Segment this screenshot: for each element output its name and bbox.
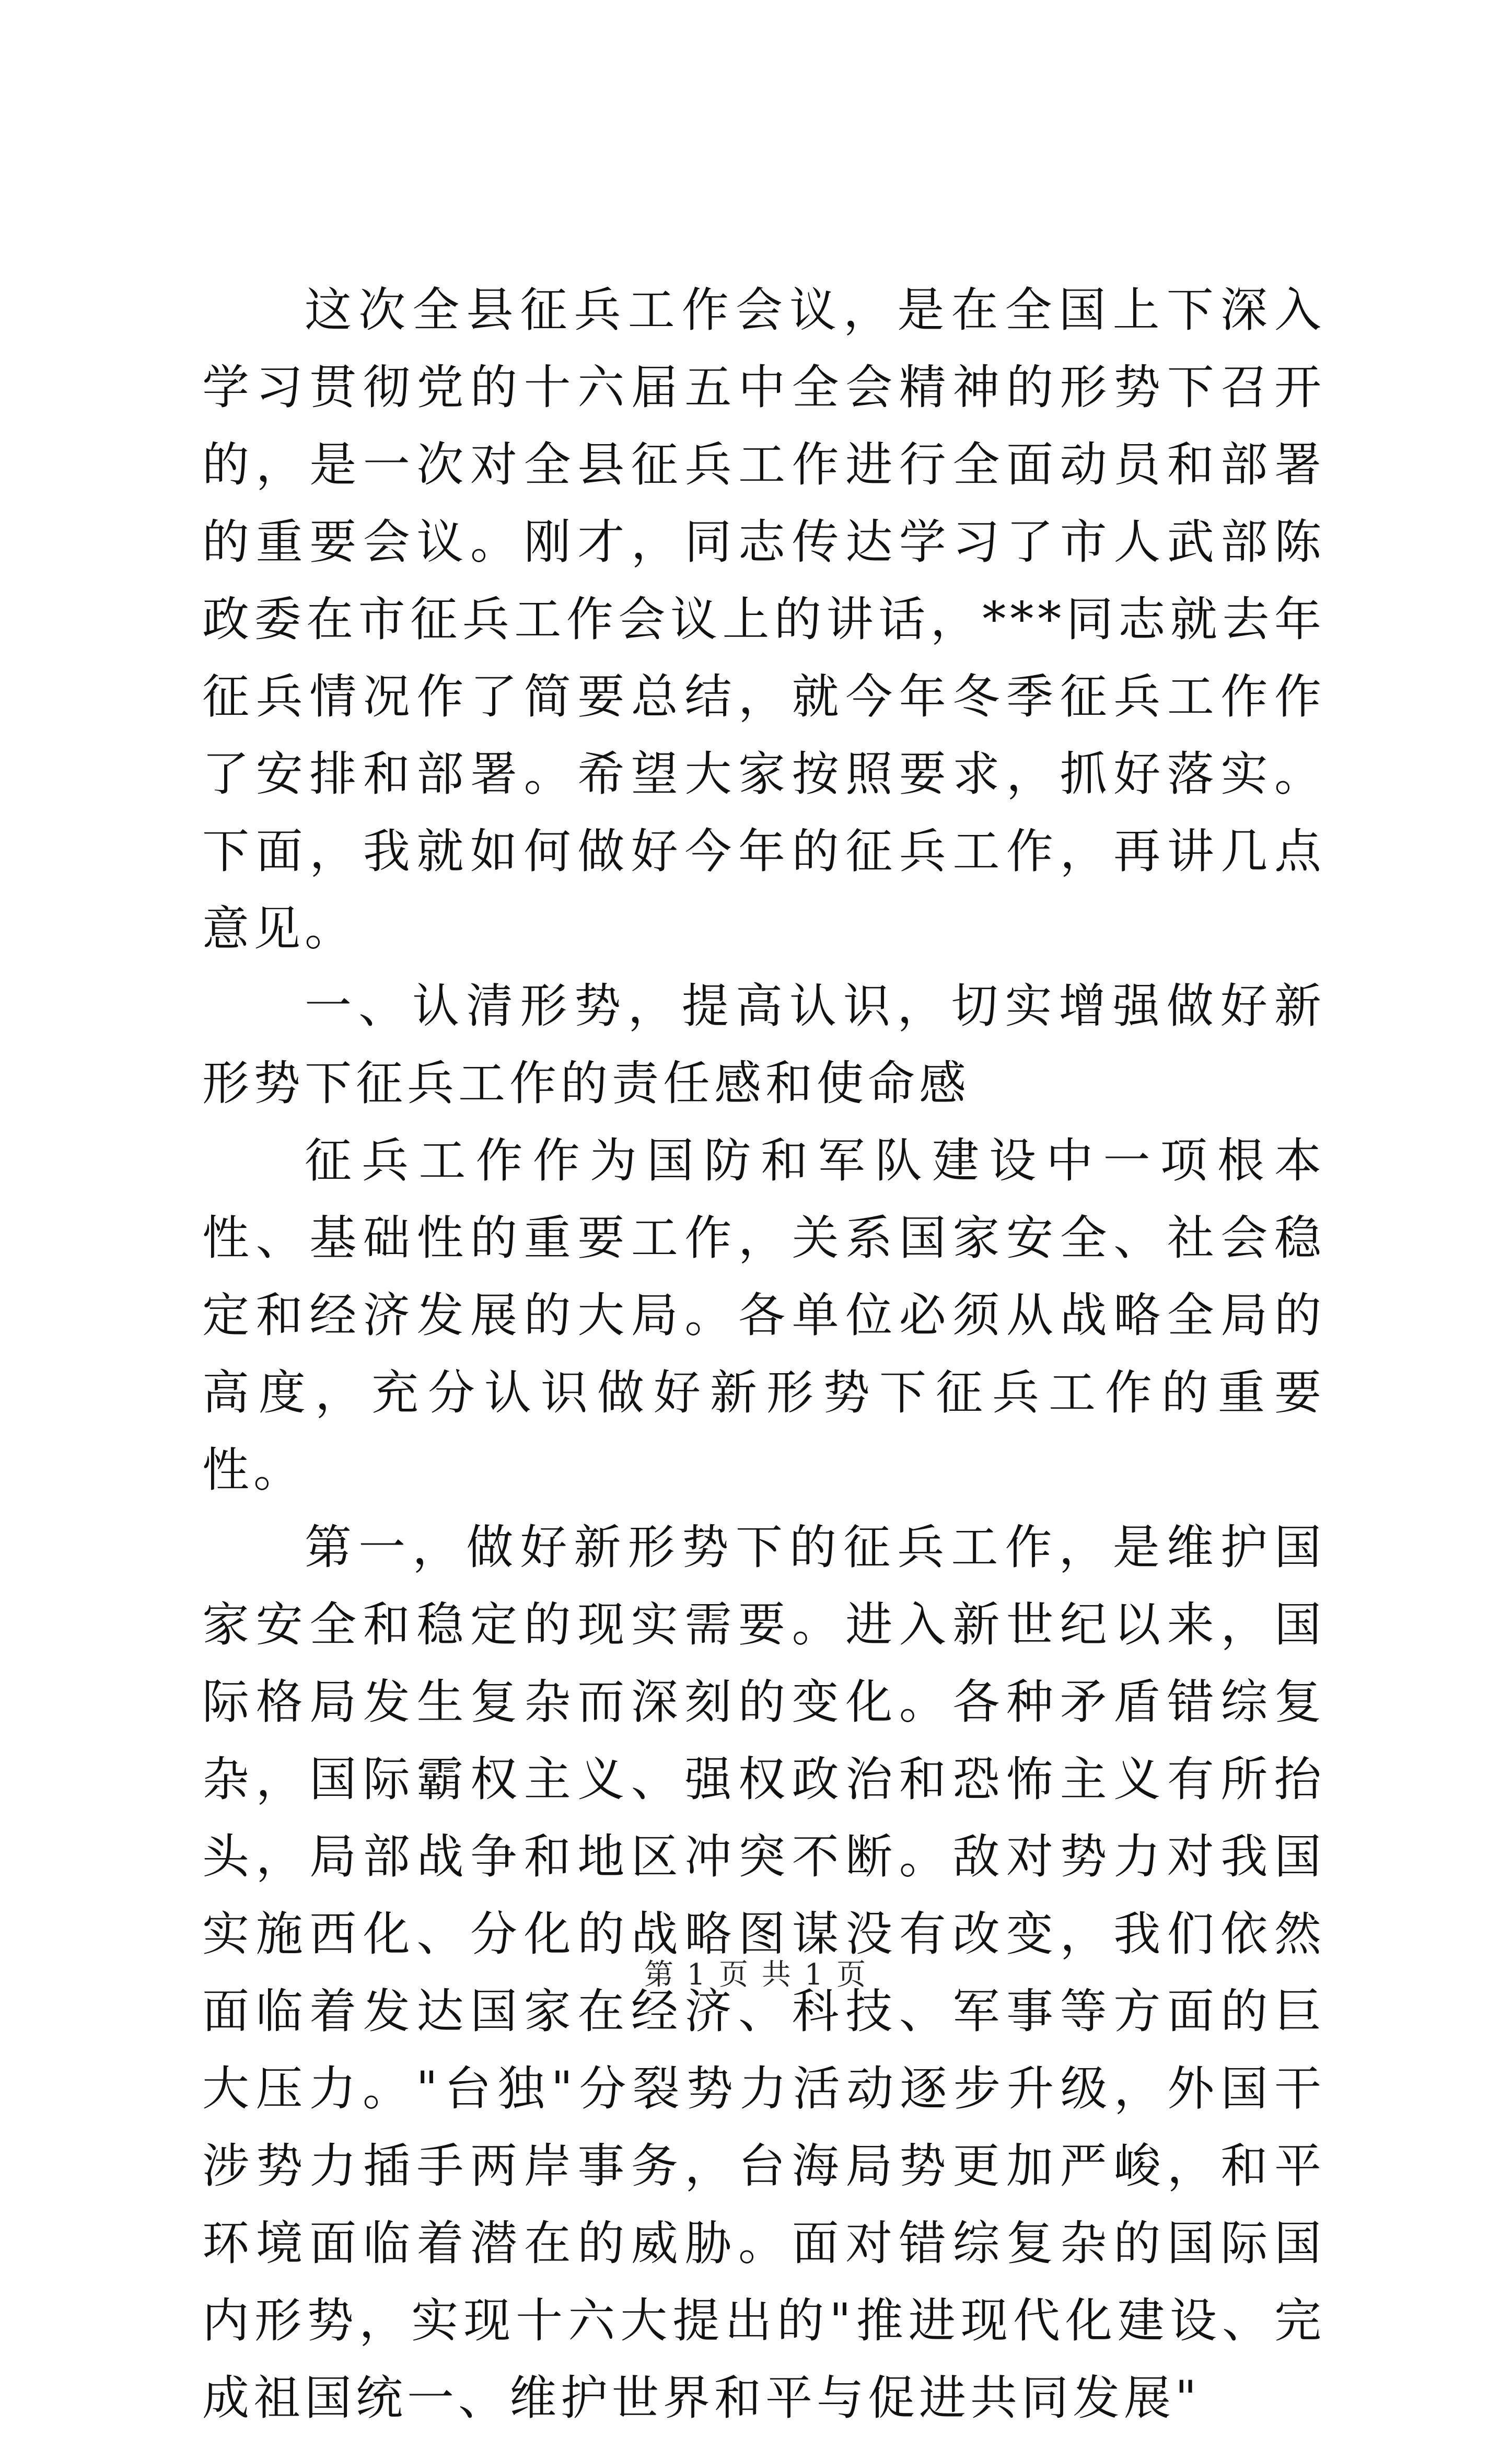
- page-number: 第 1 页 共 1 页: [644, 1958, 868, 1992]
- section-heading-1: 一、认清形势，提高认识，切实增强做好新形势下征兵工作的责任感和使命感: [202, 979, 1325, 1111]
- page-footer: [0, 1954, 1512, 1996]
- paragraph-overview: 征兵工作作为国防和军队建设中一项根本性、基础性的重要工作，关系国家安全、社会稳定和经济发展的大局。各单位必须从战略全局的高度，充分认识做好新形势下征兵工作的重要性。: [202, 1133, 1325, 1498]
- document-body: [202, 272, 1325, 2437]
- paragraph-first-point: 第一，做好新形势下的征兵工作，是维护国家安全和稳定的现实需要。进入新世纪以来，国际格局发生复杂而深刻的变化。各种矛盾错综复杂，国际霸权主义、强权政治和恐怖主义有所抬头，局部战争和地区冲突不断。敌对势力对我国实施西化、分化的战略图谋没有改变，我们依然面临着发达国家在经济、科技、军事等方面的巨大压力。"台独"分裂势力活动逐步升级，外国干涉势力插手两岸事务，台海局势更加严峻，和平环境面临着潜在的威胁。面对错综复杂的国际国内形势，实现十六大提出的"推进现代化建设、完成祖国统一、维护世界和平与促进共同发展": [202, 1520, 1325, 2426]
- paragraph-intro: 这次全县征兵工作会议，是在全国上下深入学习贯彻党的十六届五中全会精神的形势下召开的，是一次对全县征兵工作进行全面动员和部署的重要会议。刚才，同志传达学习了市人武部陈政委在市征兵工作会议上的讲话，***同志就去年征兵情况作了简要总结，就今年冬季征兵工作作了安排和部署。希望大家按照要求，抓好落实。下面，我就如何做好今年的征兵工作，再讲几点意见。: [202, 283, 1325, 956]
